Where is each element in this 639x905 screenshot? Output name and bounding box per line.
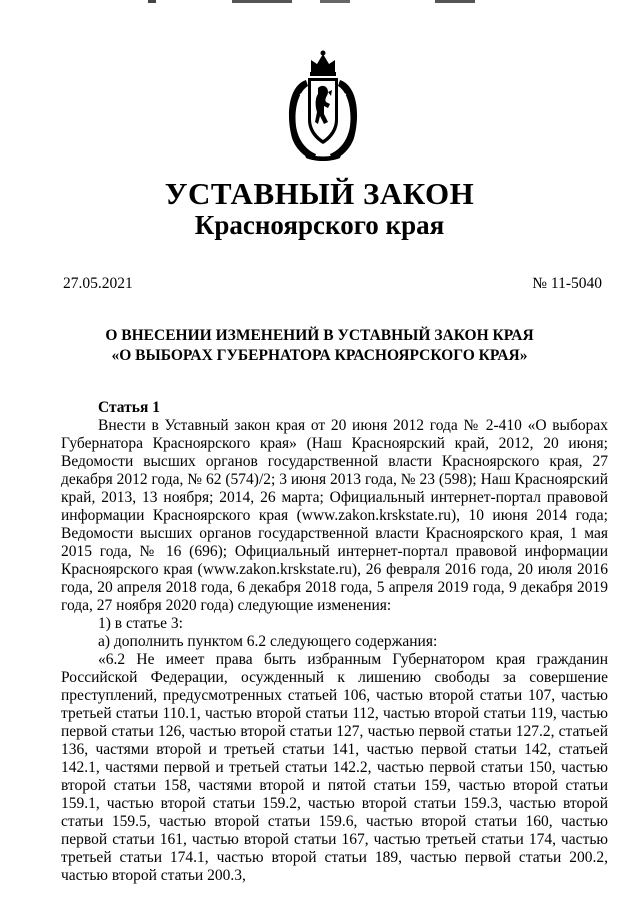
document-title: УСТАВНЫЙ ЗАКОН: [164, 176, 475, 211]
paragraph: 1) в статье 3:: [98, 615, 183, 632]
document-heading: [40, 326, 599, 366]
document-number: № 11-5040: [532, 275, 602, 292]
paragraph: «6.2 Не имеет права быть избранным Губернатором края гражданин Российской Федерации, осужденный к лишению свободы за совершение преступлений, предусмотренных статьей 106, частью второй статьи 107, частью третьей статьи 110.1, частью второй статьи 112, частью второй статьи 119, частью первой статьи 126, частью второй статьи 127, частью первой статьи 127.2, статьей 136, частями второй и третьей статьи 141, частью первой статьи 142, статьей 142.1, частями первой и третьей статьи 142.2, частью первой статьи 150, частью второй статьи 158, частями второй и пятой статьи 159, частью второй статьи 159.1, частью второй статьи 159.2, частью второй статьи 159.3, частью второй статьи 159.5, частью второй статьи 159.6, частью второй статьи 160, частью первой статьи 161, частью второй статьи 167, частью третьей статьи 174, частью третьей статьи 174.1, частью второй статьи 189, частью первой статьи 200.2, частью второй статьи 200.3,: [61, 651, 608, 884]
document-subtitle: Красноярского края: [194, 210, 445, 240]
scan-top-marks: [0, 0, 639, 8]
paragraph: Внести в Уставный закон края от 20 июня 2012 года № 2-410 «О выборах Губернатора Красноярского края» (Наш Красноярский край, 2012, 20 июня; Ведомости высших органов государственной власти Красноярского края, 27 декабря 2012 года, № 62 (574)/2; 3 июня 2013 года, № 23 (598); Наш Красноярский край, 2013, 13 ноября; 2014, 26 марта; Официальный интернет-портал правовой информации Красноярского края (www.zakon.krskstate.ru), 10 июня 2014 года; Ведомости высших органов государственной власти Красноярского края, 1 мая 2015 года, № 16 (696); Официальный интернет-портал правовой информации Красноярского края (www.zakon.krskstate.ru), 26 февраля 2016 года, 20 июля 2016 года, 20 апреля 2018 года, 6 декабря 2018 года, 5 апреля 2019 года, 9 декабря 2019 года, 27 ноября 2020 года) следующие изменения:: [61, 417, 608, 614]
document-body: [61, 398, 608, 885]
heading-line-1: О ВНЕСЕНИИ ИЗМЕНЕНИЙ В УСТАВНЫЙ ЗАКОН КРАЯ: [105, 327, 534, 344]
heading-line-2: «О ВЫБОРАХ ГУБЕРНАТОРА КРАСНОЯРСКОГО КРАЯ»: [111, 347, 528, 364]
krasnoyarsk-coat-of-arms-icon: [284, 46, 362, 164]
article-title: Статья 1: [98, 399, 160, 416]
document-date: 27.05.2021: [63, 275, 133, 292]
paragraph: а) дополнить пунктом 6.2 следующего содержания:: [98, 633, 438, 650]
